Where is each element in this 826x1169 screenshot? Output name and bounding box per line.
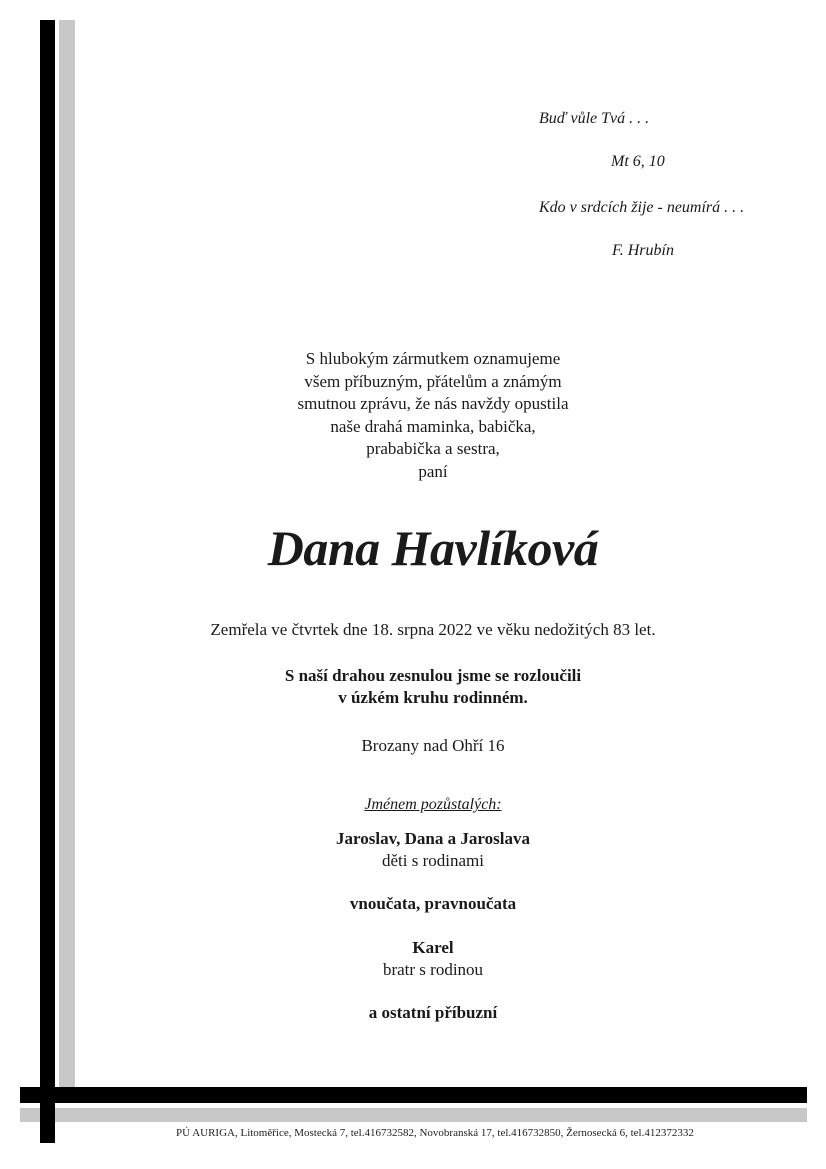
quote-poem: Kdo v srdcích žije - neumírá . . . (539, 199, 745, 216)
mourner-group (0, 1002, 826, 1024)
mourner-relation: bratr s rodinou (382, 960, 484, 979)
mourner-names: Jaroslav, Dana a Jaroslava (336, 829, 530, 848)
announcement-line: smutnou zprávu, že nás navždy opustila (297, 394, 569, 413)
death-details: Zemřela ve čtvrtek dne 18. srpna 2022 ve věku nedožitých 83 let. (210, 620, 656, 639)
mourner-names: vnoučata, pravnoučata (349, 894, 517, 913)
mourner-group (0, 828, 826, 872)
quote-bible: Buď vůle Tvá . . . (539, 110, 650, 127)
announcement-line: naše drahá maminka, babička, (330, 416, 536, 436)
on-behalf-heading: Jménem pozůstalých: (364, 796, 502, 813)
quote-bible-source: Mt 6, 10 (611, 153, 665, 170)
farewell-line: S naší drahou zesnulou jsme se rozloučili (284, 666, 582, 685)
quote-poem-source: F. Hrubín (612, 242, 674, 259)
farewell-line: v úzkém kruhu rodinném. (338, 688, 528, 707)
farewell-notice (0, 665, 826, 709)
announcement-line: S hlubokým zármutkem oznamujeme (305, 349, 561, 368)
mourner-names: Karel (412, 938, 454, 957)
announcement-line: všem příbuzným, přátelům a známým (304, 371, 562, 391)
mourner-relation: děti s rodinami (382, 851, 484, 870)
mourner-names: a ostatní příbuzní (368, 1003, 498, 1022)
mourner-group (0, 893, 826, 915)
announcement-line: prababička a sestra, (366, 439, 500, 458)
announcement-text (0, 348, 826, 483)
border-horizontal-black (20, 1087, 807, 1103)
funeral-service-footer: PÚ AURIGA, Litoměřice, Mostecká 7, tel.416732582, Novobranská 17, tel.416732850, Žernosecká 6, tel.412372332 (176, 1127, 694, 1139)
address: Brozany nad Ohří 16 (361, 736, 505, 755)
deceased-name: Dana Havlíková (267, 520, 599, 576)
announcement-line: paní (418, 461, 448, 481)
mourner-group (0, 937, 826, 981)
border-horizontal-gray (20, 1108, 807, 1122)
